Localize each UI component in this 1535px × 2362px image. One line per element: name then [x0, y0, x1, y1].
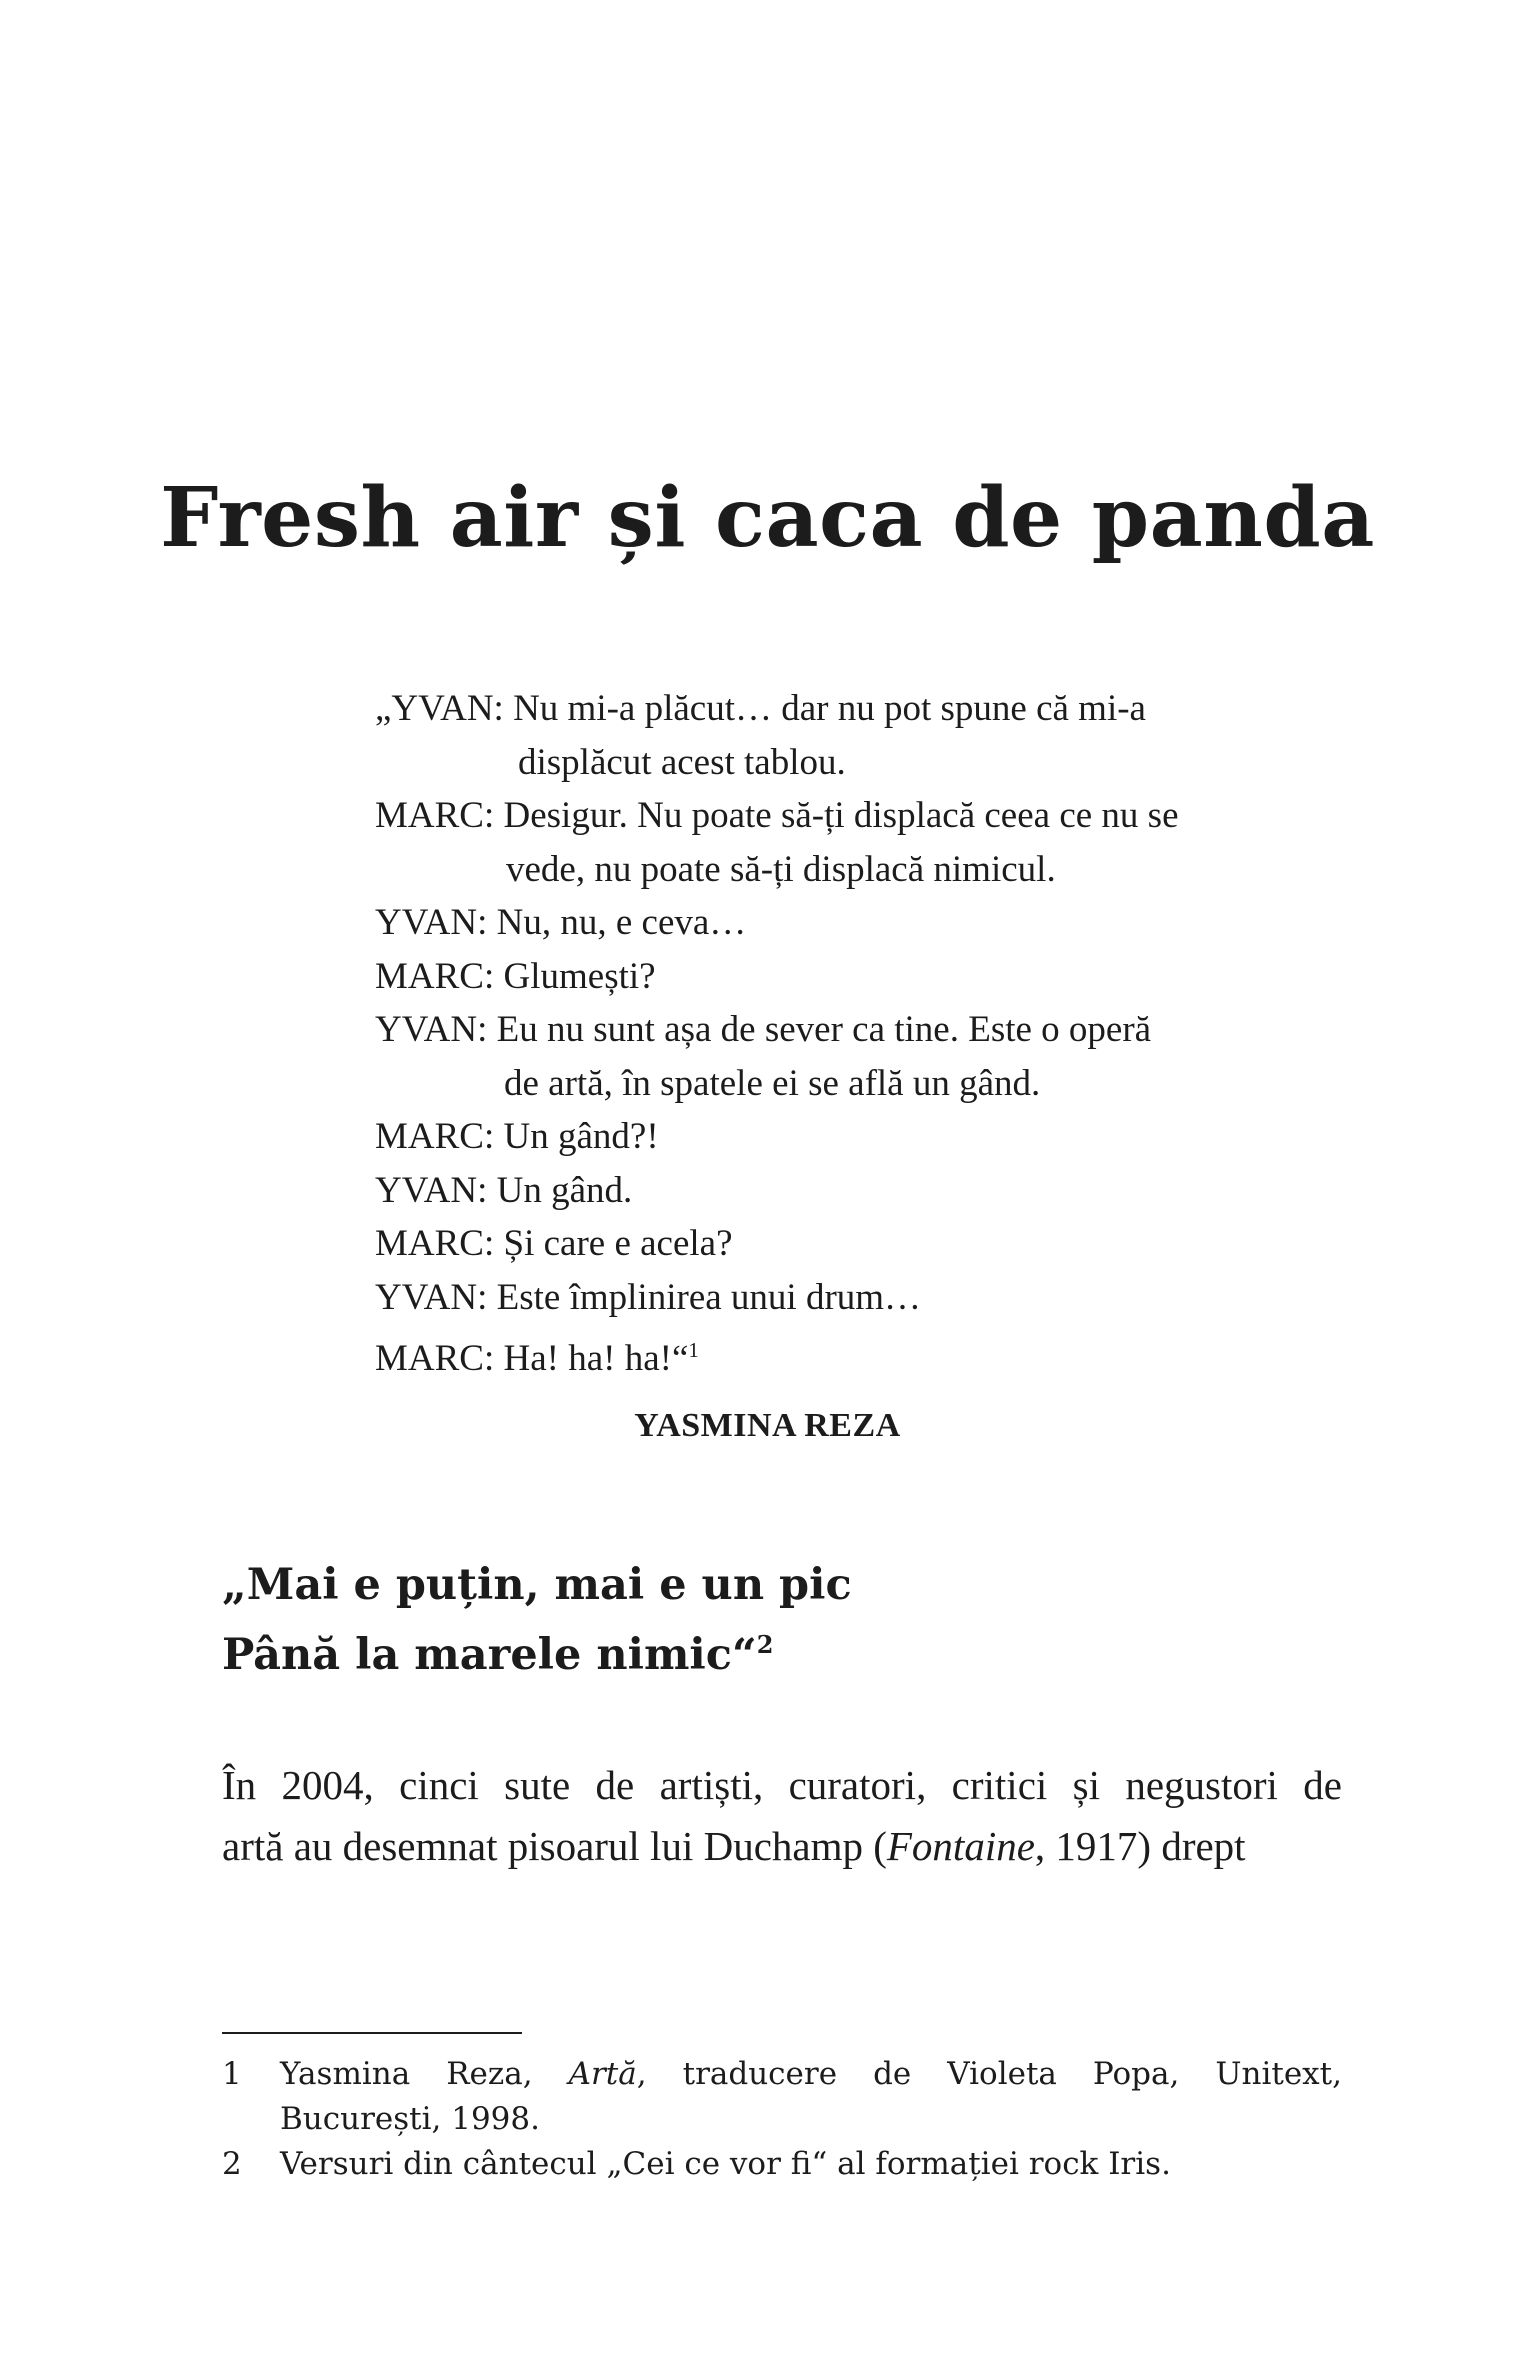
section-heading-line: Până la marele nimic“$^2$: [222, 1630, 774, 1680]
paragraph-line: artă au desemnat pisoarul lui Duchamp (Fontaine, 1917) drept: [222, 1823, 1246, 1869]
dialogue-line: YVAN: Un gând.: [375, 1169, 633, 1211]
dialogue-line: MARC: Desigur. Nu poate să-ți displacă ceea ce nu se: [375, 795, 1179, 836]
dialogue-line: YVAN: Este împlinirea unui drum…: [375, 1276, 922, 1318]
dialogue-line: „YVAN: Nu mi-a plăcut… dar nu pot spune că mi-a: [375, 688, 1146, 729]
dialogue-line: displăcut acest tablou.: [518, 741, 846, 783]
dialogue-line: MARC: Ha! ha! ha!“$^1$: [375, 1338, 699, 1379]
footnotes: [222, 2052, 1342, 2187]
footnote-text: Versuri din cântecul „Cei ce vor fi“ al formației rock Iris.: [280, 2146, 1171, 2182]
footnote-text: București, 1998.: [280, 2101, 540, 2137]
epigraph-dialogue: [375, 682, 1275, 1378]
dialogue-line: vede, nu poate să-ți displacă nimicul.: [506, 848, 1056, 890]
section-heading-line: „Mai e puțin, mai e un pic: [222, 1560, 852, 1610]
footnote-text: Yasmina Reza, Artă, traducere de Violeta Popa, Unitext,: [280, 2056, 1342, 2092]
footnote-divider: [222, 2032, 522, 2034]
footnote-ref-1[interactable]: 1: [688, 1338, 699, 1362]
dialogue-line: MARC: Și care e acela?: [375, 1223, 733, 1264]
section-heading: [222, 1555, 852, 1685]
chapter-title: Fresh air și caca de panda: [160, 470, 1375, 566]
footnote-number: 2: [222, 2146, 242, 2182]
footnote-1: [222, 2052, 1342, 2142]
dialogue-line: de artă, în spatele ei se află un gând.: [504, 1062, 1041, 1104]
footnote-number: 1: [222, 2056, 242, 2092]
dialogue-line: YVAN: Eu nu sunt așa de sever ca tine. Este o operă: [375, 1009, 1152, 1050]
dialogue-line: MARC: Un gând?!: [375, 1116, 659, 1157]
footnote-ref-2[interactable]: 2: [756, 1630, 774, 1659]
footnote-2: [222, 2142, 1342, 2187]
artwork-title: Fontaine: [886, 1823, 1035, 1869]
paragraph-line: În 2004, cinci sute de artiști, curatori, critici și negustori de: [222, 1762, 1342, 1808]
dialogue-line: MARC: Glumești?: [375, 955, 656, 997]
epigraph-author: YASMINA REZA: [634, 1407, 901, 1444]
dialogue-line: YVAN: Nu, nu, e ceva…: [375, 902, 747, 943]
body-paragraph: [222, 1755, 1342, 1877]
